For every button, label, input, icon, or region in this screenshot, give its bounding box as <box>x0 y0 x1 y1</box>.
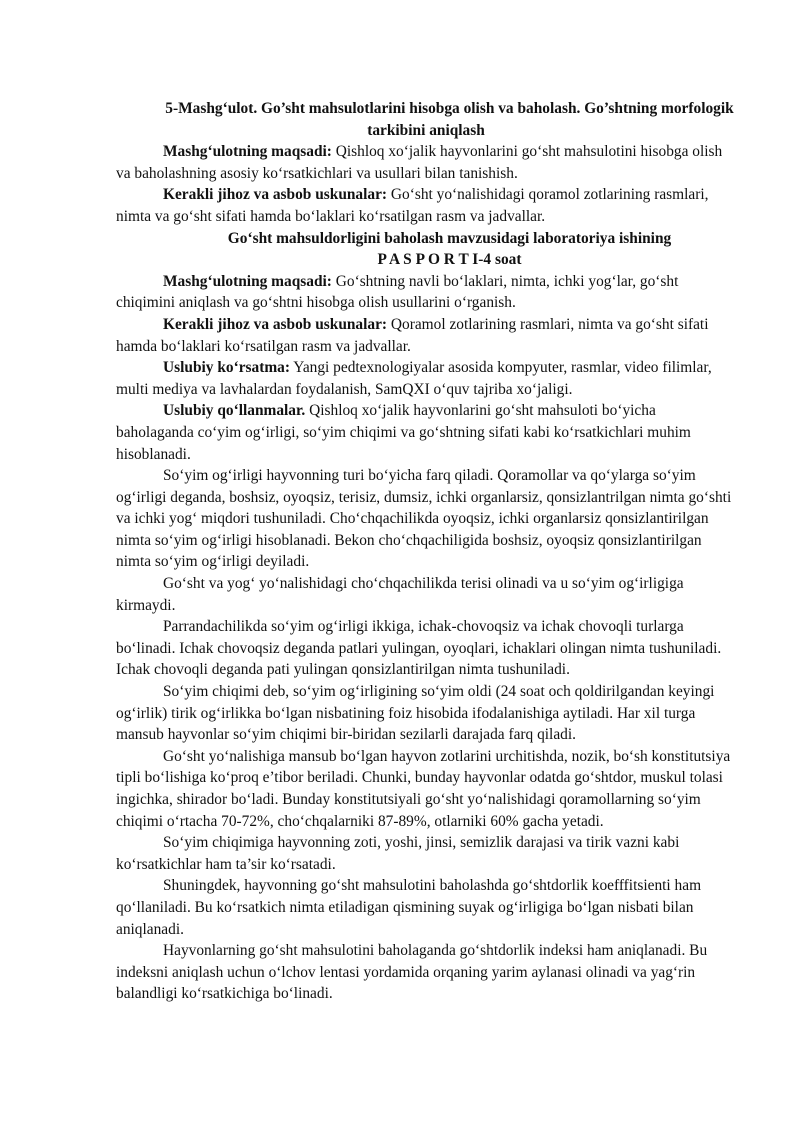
paragraph-slaughter-yield: So‘yim chiqimi deb, so‘yim og‘irligining so‘yim oldi (24 soat och qoldirilgandan keyingi og‘irlik) tirik og‘irlikka bo‘lgan nisbatining foiz hisobida ifodalanishiga aytiladi. Har xil turga mansub hayvonlar so‘yim chiqimi bir-biridan sezilarli darajada farq qiladi. <box>116 683 715 744</box>
paragraph-poultry: Parrandachilikda so‘yim og‘irligi ikkiga, ichak-chovoqsiz va ichak chovoqli turlarga bo‘linadi. Ichak chovoqsiz deganda patlari yulingan, oyoqlari, ichaklari olingan nimta tushuniladi. Ichak chovoqli deganda pati yulingan qonsizlantirilgan nimta tushuniladi. <box>116 618 722 679</box>
paragraph-method-note <box>116 357 736 400</box>
paragraph-text: Go‘shtning navli bo‘laklari, nimta, ichki yog‘lar, go‘sht chiqimini aniqlash va go‘shtni hisobga olish usullarini o‘rganish. <box>116 272 679 312</box>
paragraph-method-guides <box>116 400 736 465</box>
paragraph-label: Mashg‘ulotning maqsadi: <box>163 143 332 161</box>
paragraph-label: Uslubiy ko‘rsatma: <box>163 359 290 377</box>
paragraph-equipment-2 <box>116 314 736 357</box>
paragraph-label: Kerakli jihoz va asbob uskunalar: <box>163 186 388 204</box>
paragraph-text: Yangi pedtexnologiyalar asosida kompyuter, rasmlar, video filimlar, multi mediya va lavhalardan foydalanish, SamQXI o‘quv tajriba xo‘jaligi. <box>116 359 712 398</box>
paragraph-label: Kerakli jihoz va asbob uskunalar: <box>163 315 388 333</box>
paragraph-goal <box>116 141 736 184</box>
paragraph-text: Go‘sht yo‘nalishidagi qoramol zotlarining rasmlari, nimta va go‘sht sifati hamda bo‘laklari ko‘rsatilgan rasm va jadvallar. <box>116 186 709 225</box>
document-page <box>116 98 736 1005</box>
paragraph-slaughter-weight: So‘yim og‘irligi hayvonning turi bo‘yicha farq qiladi. Qoramollar va qo‘ylarga so‘yim og‘irligi deganda, boshsiz, oyoqsiz, terisiz, dumsiz, ichki organlarsiz, qonsizlantrilgan nimta go‘shti va ichki yog‘ miqdori tushuniladi. Cho‘chqachilikda oyoqsiz, ichki organlarsiz qonsizlantirilgan nimta so‘yim og‘irligi hisoblanadi. Bekon cho‘chqachiligida boshsiz, oyoqsiz qonsizlantirilgan nimta so‘yim og‘irligi deyiladi. <box>116 467 732 571</box>
paragraph-label: Uslubiy qo‘llanmalar. <box>163 402 306 420</box>
paragraph-meat-index: Hayvonlarning go‘sht mahsulotini baholaganda go‘shtdorlik indeksi ham aniqlanadi. Bu indeksni aniqlash uchun o‘lchov lentasi yordamida orqaning yarim aylanasi olinadi va yag‘rin balandligi ko‘rsatkichiga bo‘linadi. <box>116 942 708 1003</box>
paragraph-constitution: Go‘sht yo‘nalishiga mansub bo‘lgan hayvon zotlarini urchitishda, nozik, bo‘sh konstitutsiya tipli bo‘lishiga ko‘proq e’tibor beriladi. Chunki, bunday hayvonlar odatda go‘shtdor, muskul tolasi ingichka, shirador bo‘ladi. Bunday konstitutsiyali go‘sht yo‘nalishidagi qoramollarning so‘yim chiqimi o‘rtacha 70-72%, cho‘chqalarniki 87-89%, otlarniki 60% gacha yetadi. <box>116 747 731 830</box>
paragraph-meat-coefficient: Shuningdek, hayvonning go‘sht mahsulotini baholashda go‘shtdorlik koefffitsienti ham qo‘llaniladi. Bu ko‘rsatkich nimta etiladigan qismining suyak og‘irligiga bo‘lgan nisbati bilan aniqlanadi. <box>116 877 702 938</box>
paragraph-pig-skin: Go‘sht va yog‘ yo‘nalishidagi cho‘chqachilikda terisi olinadi va u so‘yim og‘irligiga kirmaydi. <box>116 575 684 614</box>
section-passport-title: P A S P O R T I-4 soat <box>377 251 522 269</box>
paragraph-goal-2 <box>116 271 736 314</box>
section-subtitle: Go‘sht mahsuldorligini baholash mavzusidagi laboratoriya ishining <box>227 229 672 247</box>
paragraph-equipment <box>116 184 736 227</box>
paragraph-label: Mashg‘ulotning maqsadi: <box>163 272 332 290</box>
paragraph-text: Qoramol zotlarining rasmlari, nimta va go‘sht sifati hamda bo‘laklari ko‘rsatilgan rasm va jadvallar. <box>116 315 709 355</box>
paragraph-text: Qishloq xo‘jalik hayvonlarini go‘sht mahsulotini hisobga olish va baholashning asosiy ko‘rsatkichlari va usullari bilan tanishish. <box>116 143 723 182</box>
document-title: 5-Mashg‘ulot. Go’sht mahsulotlarini hisobga olish va baholash. Go’shtning morfologik tarkibini aniqlash <box>165 100 734 139</box>
paragraph-yield-factors: So‘yim chiqimiga hayvonning zoti, yoshi, jinsi, semizlik darajasi va tirik vazni kabi ko‘rsatkichlar ham ta’sir ko‘rsatadi. <box>116 834 680 873</box>
paragraph-text: Qishloq xo‘jalik hayvonlarini go‘sht mahsuloti bo‘yicha baholaganda co‘yim og‘irligi, so‘yim chiqimi va go‘shtning sifati kabi ko‘rsatkichlari muhim hisoblanadi. <box>116 402 691 463</box>
